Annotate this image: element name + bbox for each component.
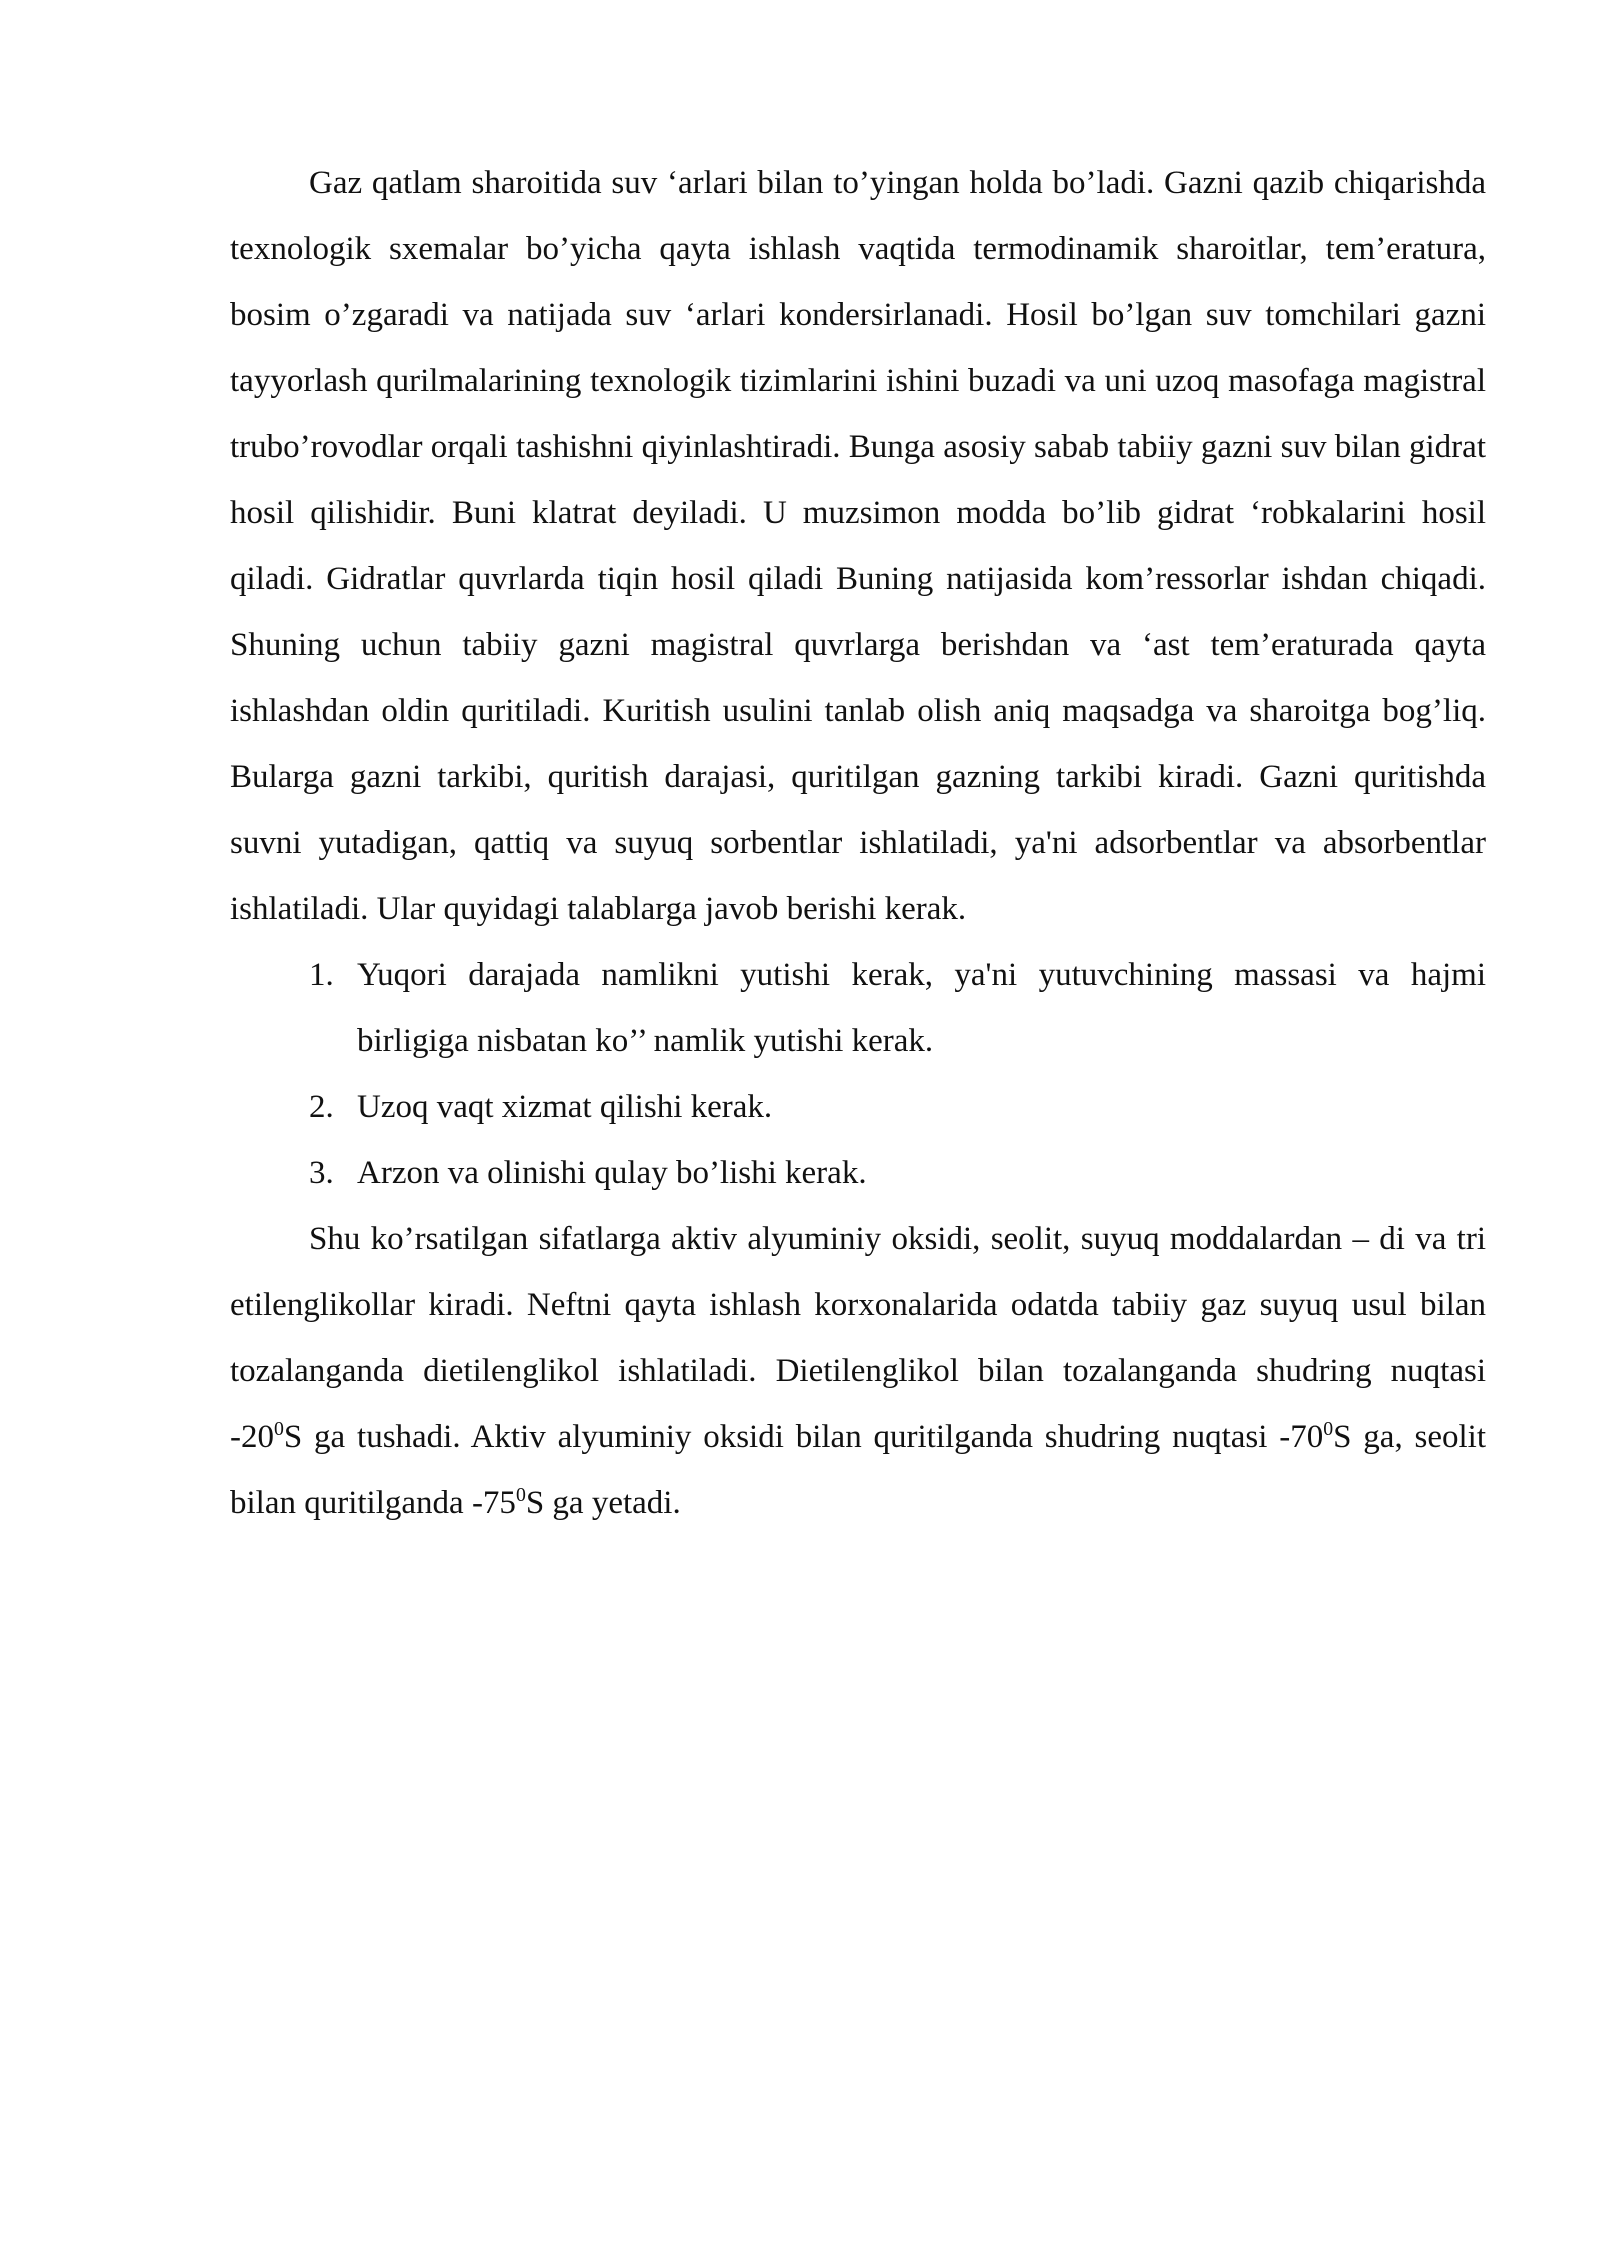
- degree-superscript: 0: [274, 1418, 284, 1440]
- list-item-text: Yuqori darajada namlikni yutishi kerak, ya'ni yutuvchining massasi va hajmi birligiga nisbatan ko’’ namlik yutishi kerak.: [357, 957, 1486, 1059]
- list-item-number: 1.: [309, 957, 334, 993]
- list-item-text: Arzon va olinishi qulay bo’lishi kerak.: [357, 1155, 867, 1191]
- list-item: [230, 942, 1486, 1074]
- paragraph-text: S ga yetadi.: [525, 1485, 681, 1521]
- degree-superscript: 0: [1323, 1418, 1334, 1440]
- list-item: [230, 1074, 1486, 1140]
- paragraph-text: S ga, seolit bilan quritilganda -75: [230, 1419, 1486, 1521]
- paragraph-gas-drying-intro: Gaz qatlam sharoitida suv ‘arlari bilan to’yingan holda bo’ladi. Gazni qazib chiqarishda texnologik sxemalar bo’yicha qayta ishlash vaqtida termodinamik sharoitlar, tem’eratura, bosim o’zgaradi va natijada suv ‘arlari kondersirlanadi. Hosil bo’lgan suv tomchilari gazni tayyorlash qurilmalarining texnologik tizimlarini ishini buzadi va uni uzoq masofaga magistral trubo’rovodlar orqali tashishni qiyinlashtiradi. Bunga asosiy sabab tabiiy gazni suv bilan gidrat hosil qilishidir. Buni klatrat deyiladi. U muzsimon modda bo’lib gidrat ‘robkalarini hosil qiladi. Gidratlar quvrlarda tiqin hosil qiladi Buning natijasida kom’ressorlar ishdan chiqadi. Shuning uchun tabiiy gazni magistral quvrlarga berishdan va ‘ast tem’eraturada qayta ishlashdan oldin quritiladi. Kuritish usulini tanlab olish aniq maqsadga va sharoitga bog’liq. Bularga gazni tarkibi, quritish darajasi, quritilgan gazning tarkibi kiradi. Gazni quritishda suvni yutadigan, qattiq va suyuq sorbentlar ishlatiladi, ya'ni adsorbentlar va absorbentlar ishlatiladi. Ular quyidagi talablarga javob berishi kerak.: [230, 165, 1486, 927]
- paragraph-text: S ga tushadi. Aktiv alyuminiy oksidi bilan quritilganda shudring nuqtasi -70: [283, 1419, 1324, 1455]
- document-body: [230, 150, 1486, 1536]
- list-item-text: Uzoq vaqt xizmat qilishi kerak.: [357, 1089, 773, 1125]
- list-item: [230, 1140, 1486, 1206]
- paragraph-text: Shu ko’rsatilgan sifatlarga aktiv alyuminiy oksidi, seolit, suyuq moddalardan – di va tri etilenglikollar kiradi. Neftni qayta ishlash korxonalarida odatda tabiiy gaz suyuq usul bilan tozalanganda dietilenglikol ishlatiladi. Dietilenglikol bilan tozalanganda shudring nuqtasi -20: [230, 1221, 1486, 1455]
- list-item-number: 2.: [309, 1089, 334, 1125]
- requirements-list: [230, 942, 1486, 1206]
- list-item-number: 3.: [309, 1155, 334, 1191]
- paragraph-sorbents: [230, 1206, 1486, 1536]
- degree-superscript: 0: [515, 1484, 526, 1506]
